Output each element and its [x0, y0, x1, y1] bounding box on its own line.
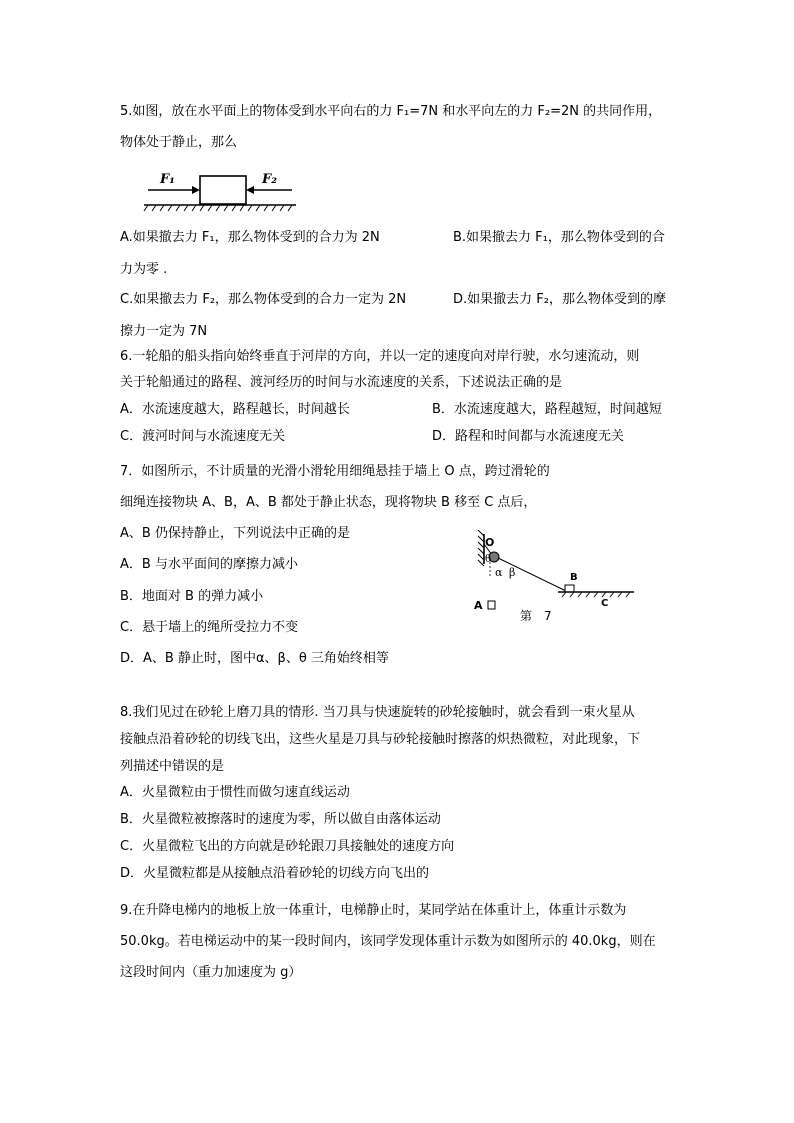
label-alpha: α — [495, 566, 503, 579]
q6-option-c: C．渡河时间与水流速度无关 — [120, 429, 286, 444]
label-o: O — [485, 536, 495, 549]
q6-stem-line1: 6.一轮船的船头指向始终垂直于河岸的方向，并以一定的速度向对岸行驶，水匀速流动，则 — [120, 349, 640, 364]
q8-option-d: D．火星微粒都是从接触点沿着砂轮的切线方向飞出的 — [120, 866, 430, 881]
q6-option-d: D．路程和时间都与水流速度无关 — [432, 429, 625, 444]
f1-label: F₁ — [160, 172, 175, 187]
q5-option-b-line2: 力为零 . — [120, 262, 168, 277]
q6-option-a: A．水流速度越大，路程越长，时间越长 — [120, 402, 350, 417]
q7-option-a: A．B 与水平面间的摩擦力减小 — [120, 557, 298, 572]
q9-stem-line1: 9.在升降电梯内的地板上放一体重计，电梯静止时，某同学站在体重计上，体重计示数为 — [120, 903, 627, 918]
q7-figure — [470, 530, 640, 630]
label-a: A — [474, 599, 483, 612]
q5-option-d-line2: 擦力一定为 7N — [120, 324, 208, 339]
label-theta: θ — [485, 554, 492, 565]
q8-stem-line2: 接触点沿着砂轮的切线飞出，这些火星是刀具与砂轮接触时擦落的炽热微粒，对此现象，下 — [120, 732, 641, 747]
q5-option-c: C.如果撤去力 F₂，那么物体受到的合力一定为 2N — [120, 292, 407, 307]
q5-stem-line2: 物体处于静止，那么 — [120, 135, 238, 150]
label-beta: β — [509, 566, 516, 579]
q8-stem-line3: 列描述中错误的是 — [120, 759, 225, 774]
q7-stem-line2: 细绳连接物块 A、B，A、B 都处于静止状态，现将物块 B 移至 C 点后， — [120, 495, 537, 510]
q8-option-b: B．火星微粒被擦落时的速度为零，所以做自由落体运动 — [120, 812, 441, 827]
q6-stem-line2: 关于轮船通过的路程、渡河经历的时间与水流速度的关系，下述说法正确的是 — [120, 375, 563, 390]
f2-label: F₂ — [262, 172, 277, 187]
label-c: C — [601, 598, 609, 609]
q5-option-b-line1: B.如果撤去力 F₁，那么物体受到的合 — [453, 230, 665, 245]
q5-stem-line1: 5.如图，放在水平面上的物体受到水平向右的力 F₁=7N 和水平向左的力 F₂=2N 的共同作用， — [120, 104, 662, 119]
q7-option-b: B．地面对 B 的弹力减小 — [120, 589, 264, 604]
q9-stem-line2: 50.0kg。若电梯运动中的某一段时间内，该同学发现体重计示数为如图所示的 40.0kg，则在 — [120, 934, 656, 949]
label-b: B — [570, 572, 578, 583]
q7-stem-line3: A、B 仍保持静止，下列说法中正确的是 — [120, 526, 350, 541]
q7-option-d: D．A、B 静止时，图中α、β、θ 三角始终相等 — [120, 651, 389, 666]
figure-caption: 第 7 — [520, 609, 552, 623]
q7-option-c: C．悬于墙上的绳所受拉力不变 — [120, 620, 299, 635]
q8-option-c: C．火星微粒飞出的方向就是砂轮跟刀具接触处的速度方向 — [120, 839, 455, 854]
q5-figure — [140, 168, 300, 214]
q9-stem-line3: 这段时间内（重力加速度为 g） — [120, 965, 302, 980]
q8-option-a: A．火星微粒由于惯性而做匀速直线运动 — [120, 785, 350, 800]
q6-option-b: B．水流速度越大，路程越短，时间越短 — [432, 402, 662, 417]
q8-stem-line1: 8.我们见过在砂轮上磨刀具的情形. 当刀具与快速旋转的砂轮接触时，就会看到一束火星从 — [120, 705, 635, 720]
q5-option-d-line1: D.如果撤去力 F₂，那么物体受到的摩 — [453, 292, 666, 307]
q7-stem-line1: 7．如图所示，不计质量的光滑小滑轮用细绳悬挂于墙上 O 点，跨过滑轮的 — [120, 464, 550, 479]
q5-option-a: A.如果撤去力 F₁，那么物体受到的合力为 2N — [120, 230, 380, 245]
